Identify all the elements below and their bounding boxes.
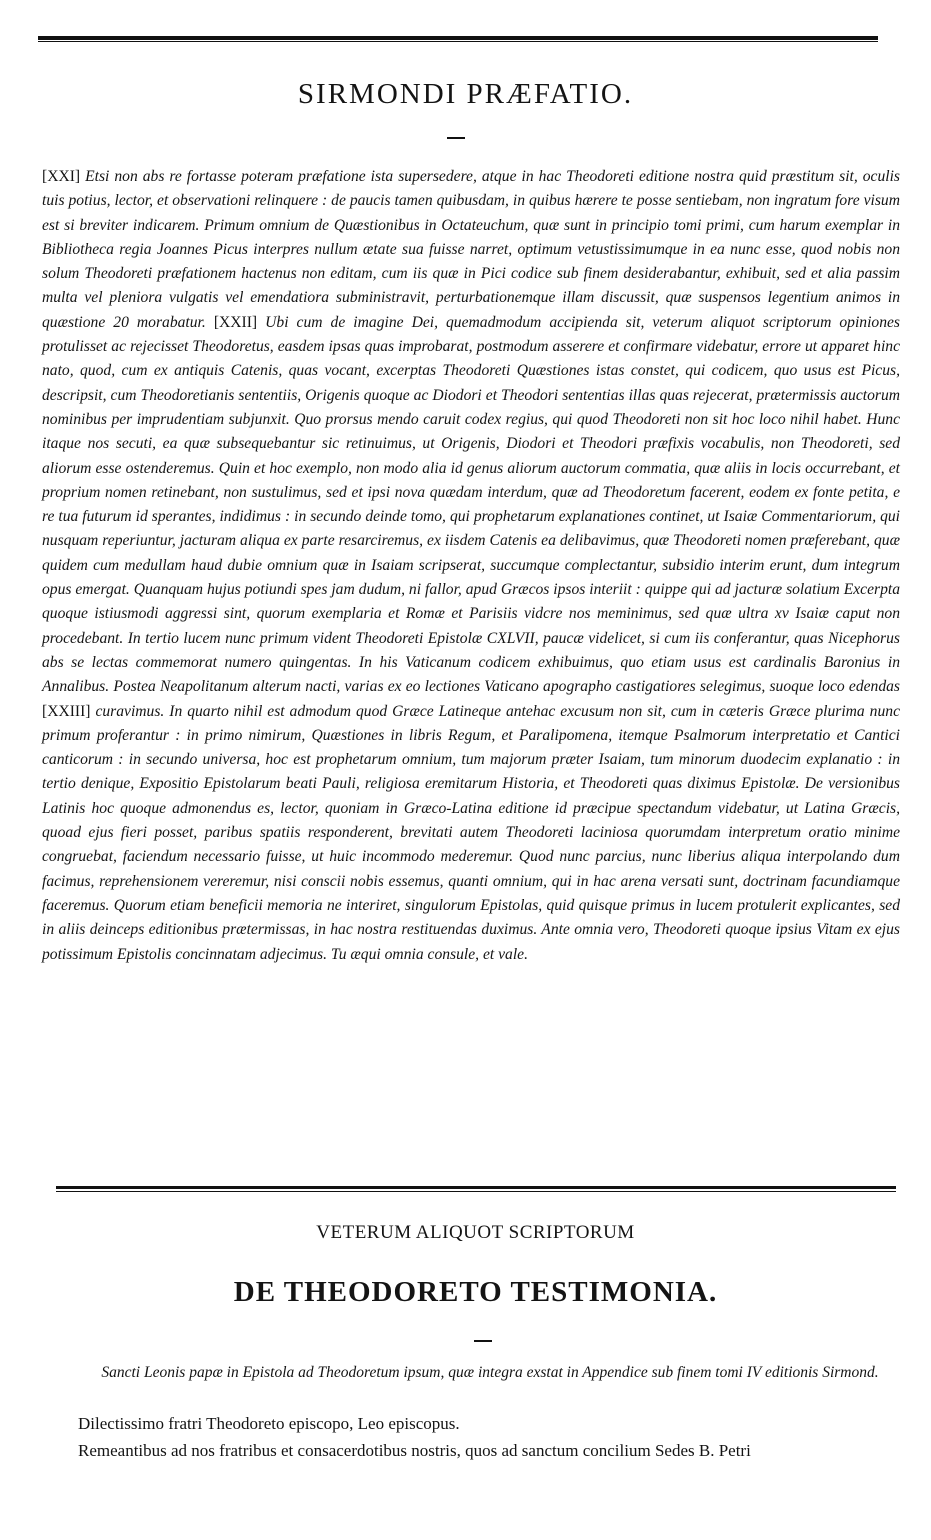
section-marker: [XXIII] — [42, 702, 91, 720]
page-title: SIRMONDI PRÆFATIO. — [297, 78, 634, 110]
preface-body — [42, 165, 900, 967]
title-dash — [447, 137, 465, 139]
top-rule-thin — [38, 41, 878, 42]
section-rule-thin — [56, 1191, 896, 1192]
testimonia-dash — [474, 1340, 492, 1342]
section-marker: [XXII] — [213, 313, 258, 331]
testimonia-subtitle: VETERUM ALIQUOT SCRIPTORUM — [316, 1222, 635, 1243]
preface-text: Etsi non abs re fortasse poteram præfatione ista supersedere, atque in hac Theodoreti editione nostra quid præstitum sit, oculis tuis potius, lector, et observationi relinquere : de paucis tamen quibusdam, in quibus hærere te posse sentiebam, non ingratum fore visum est si breviter indicarem. Primum omnium de Quæstionibus in Octateuchum, quæ sunt in principio tomi primi, cum harum exemplar in Bibliotheca regia Joannes Picus interpres nullum ætate sua fuisse narret, optimum vetustissimumque in ea nunc esse, quod nobis non solum Theodoreti præfationem hactenus non editam, cum iis quæ in Pici codice sub finem desiderabantur, exhibuit, sed et alia passim multa vel pleniora vulgatis vel emendatiora subministravit, perturbationemque illam discussit, quæ suspensos legentium animos in quæstione 20 morabatur. — [42, 168, 900, 331]
preface-text: curavimus. In quarto nihil est admodum quod Græce Latineque antehac excusum non sit, cum in cæteris Græce plurima nunc primum proferantur : in primo nimirum, Quæstiones in libris Regum, et Paralipomena, itemque Psalmorum interpretatio et Cantici canticorum : in secundo universa, hoc est prophetarum omnium, tum majorum præter Isaiam, tum minorum duodecim explanatio : in tertio denique, Expositio Epistolarum beati Pauli, religiosa eremitarum Historia, et Theodoreti quas diximus Epistolæ. De versionibus Latinis hoc quoque admonendus es, lector, quoniam in Græco-Latina editione id præcipue spectandum videbatur, ut Latina Græcis, quoad ejus fieri posset, paribus spatiis responderent, brevitati autem Theodoreti laciniosa quorumdam interpretum oratio minime congruebat, faciendum necessario fuisse, ut huic incommodo mederemur. Quod nunc parcius, nunc liberius aliqua interpolando dum facimus, reprehensionem vereremur, nisi conscii nobis essemus, quanti omnium, qui in hac arena versati sunt, doctrinam facundiamque faceremus. Quorum etiam beneficii memoria ne interiret, singulorum Epistolas, quid quisque primus in lucem protulerit explicantes, sed in aliis deinceps editionibus prætermissas, in hac nostra restituendas duximus. Ante omnia vero, Theodoreti quoque ipsius Vitam ex ejus potissimum Epistolis concinnatam adjecimus. Tu æqui omnia consule, et vale. — [42, 702, 900, 963]
testimonia-title: DE THEODORETO TESTIMONIA. — [233, 1276, 718, 1308]
testimonia-caption: Sancti Leonis papæ in Epistola ad Theodoretum ipsum, quæ integra exstat in Appendice sub finem tomi IV editionis Sirmond. — [101, 1364, 879, 1381]
top-rule — [38, 36, 878, 40]
salutation-line: Dilectissimo fratri Theodoreto episcopo, Leo episcopus. — [78, 1414, 460, 1433]
letter-opening-line: Remeantibus ad nos fratribus et consacerdotibus nostris, quos ad sanctum concilium Sedes B. Petri — [78, 1441, 751, 1460]
section-marker: [XXI] — [42, 168, 81, 185]
preface-text: Ubi cum de imagine Dei, quemadmodum accipienda sit, veterum aliquot scriptorum opiniones protulisset ac rejecisset Theodoretus, easdem ipsas quas improbarat, postmodum asserere et confirmare videbatur, errore ut apparet hinc nato, quod, cum ex antiquis Catenis, quas vocant, excerptas Theodoreti Quæstiones istas constet, qui codicem, quo usus est Picus, descripsit, cum Theodoretianis sententiis, Origenis quoque ac Diodori et Theodori sententias illas quas rejecerat, prætermissis auctorum nominibus per imprudentiam subjunxit. Quo prorsus mendo caruit codex regius, qui quod Theodoreti non sit hoc loco nihil habet. Hunc itaque nos secuti, ea quæ subsequebantur sic retinuimus, ut Origenis, Diodori et Theodori præfixis vocabulis, non Theodoreti, sed aliorum esse ostenderemus. Quin et hoc exemplo, non modo alia id genus aliorum auctorum commatia, quæ aliis in locis occurrebant, et proprium nomen retinebant, non sustulimus, sed et ipsi nova quædam interdum, quæ ad Theodoretum facerent, eodem ex fonte petita, e re tua futurum id sperantes, indidimus : in secundo deinde tomo, qui prophetarum explanationes continet, ut Isaiæ Commentariorum, qui nusquam reperiuntur, jacturam aliqua ex parte resarciremus, ex iisdem Catenis ea delibavimus, quæ Theodoreti nomen præferebant, quæ quidem cum medullam haud dubie omnium quæ in Isaiam scripserat, succumque complectantur, subsidio interim erunt, dum integrum opus emergat. Quanquam hujus potiundi spes jam dudum, ni fallor, apud Græcos ipsos interiit : quippe qui ad jacturæ solatium Excerpta quoque istiusmodi aggressi sint, quorum exemplaria et Romæ et Parisiis vidcre nos meminimus, sed quæ ultra xv Isaiæ caput non procedebant. In tertio lucem nunc primum vident Theodoreti Epistolæ CXLVII, paucæ videlicet, si cum iis conferantur, quas Nicephorus abs se lectas commemorat numero quingentas. In his Vaticanum codicem exhibuimus, quo etiam usus est cardinalis Baronius in Annalibus. Postea Neapolitanum alterum nacti, varias ex eo lectiones Vaticano apographo castigatiores selegimus, suoque loco edendas — [42, 313, 900, 696]
section-rule — [56, 1186, 896, 1189]
